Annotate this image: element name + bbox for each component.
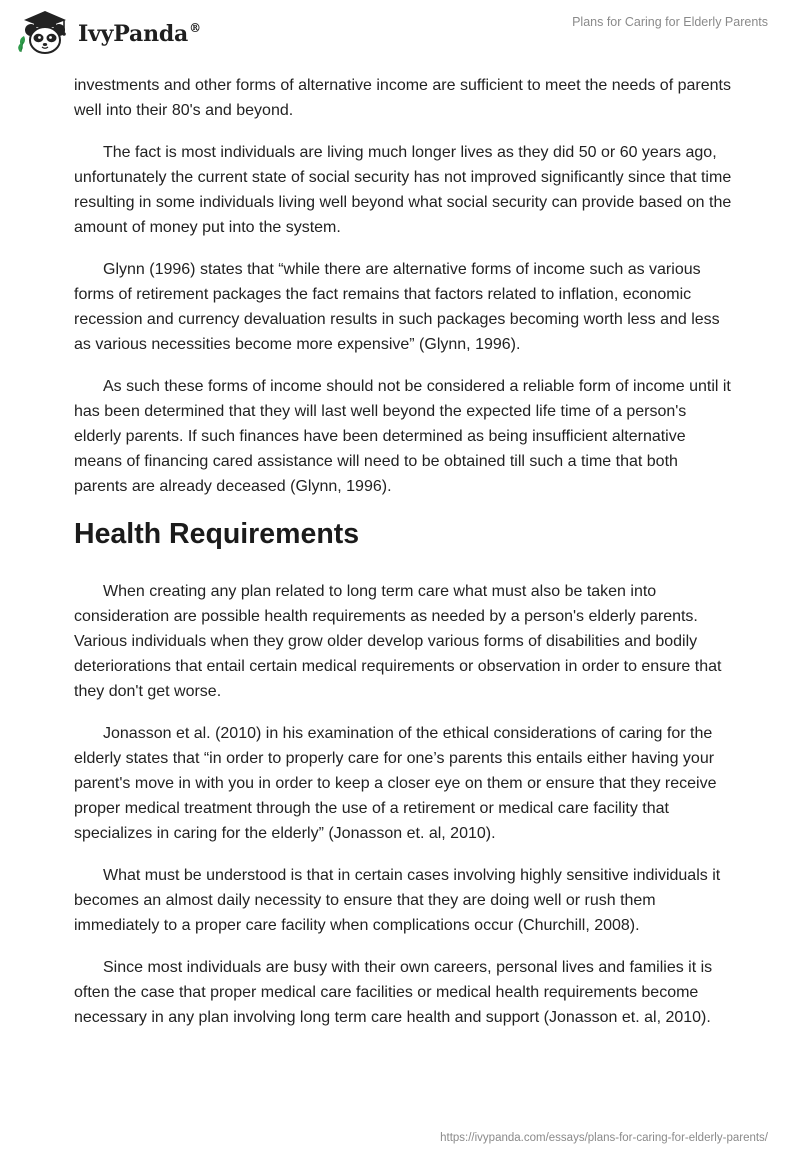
paragraph: Since most individuals are busy with their own careers, personal lives and families it is often the case that proper medical care facilities or medical health requirements become necessary in any plan involving long term care health and support (Jonasson et. al, 2010).: [74, 959, 713, 1026]
registered-mark: ®: [189, 21, 201, 35]
paragraph: investments and other forms of alternative income are sufficient to meet the needs of parents well into their 80's and beyond.: [74, 77, 731, 119]
paragraph: As such these forms of income should not be considered a reliable form of income until it has been determined that they will last well beyond the expected life time of a person's elderly parents. If such finances have been determined as being insufficient alternative means of financing cared assistance will need to be obtained till such a time that both parents are already deceased (Glynn, 1996).: [74, 378, 731, 495]
essay-content: [74, 73, 734, 1047]
paragraph: The fact is most individuals are living much longer lives as they did 50 or 60 years ago, unfortunately the current state of social security has not improved significantly since that time resulting in some individuals living well beyond what social security can provide based on the amount of money put into the system.: [74, 144, 732, 236]
section-heading: Health Requirements: [74, 518, 360, 550]
panda-graduate-icon: [16, 6, 74, 60]
paragraph: What must be understood is that in certain cases involving highly sensitive individuals it becomes an almost daily necessity to ensure that they are doing well or rush them immediately to a proper care facility when complications occur (Churchill, 2008).: [74, 867, 721, 934]
source-url[interactable]: https://ivypanda.com/essays/plans-for-caring-for-elderly-parents/: [440, 1132, 768, 1144]
paragraph: When creating any plan related to long term care what must also be taken into consideration are possible health requirements as needed by a person's elderly parents. Various individuals when they grow older develop various forms of disabilities and bodily deteriorations that entail certain medical requirements or observation in order to ensure that they don't get worse.: [74, 583, 722, 700]
paragraph: Glynn (1996) states that “while there are alternative forms of income such as various forms of retirement packages the fact remains that factors related to inflation, economic recession and currency devaluation results in such packages becoming worth less and less as various necessities become more expensive” (Glynn, 1996).: [74, 261, 720, 353]
document-title: Plans for Caring for Elderly Parents: [572, 15, 768, 29]
brand-name: IvyPanda®: [78, 21, 201, 47]
ivypanda-logo[interactable]: [16, 6, 201, 60]
paragraph: Jonasson et al. (2010) in his examination of the ethical considerations of caring for the elderly states that “in order to properly care for one’s parents this entails either having your parent's move in with you in order to keep a closer eye on them or ensure that they receive proper medical treatment through the use of a retirement or medical care facility that specializes in caring for the elderly” (Jonasson et. al, 2010).: [74, 725, 717, 842]
page-header: [0, 0, 800, 70]
